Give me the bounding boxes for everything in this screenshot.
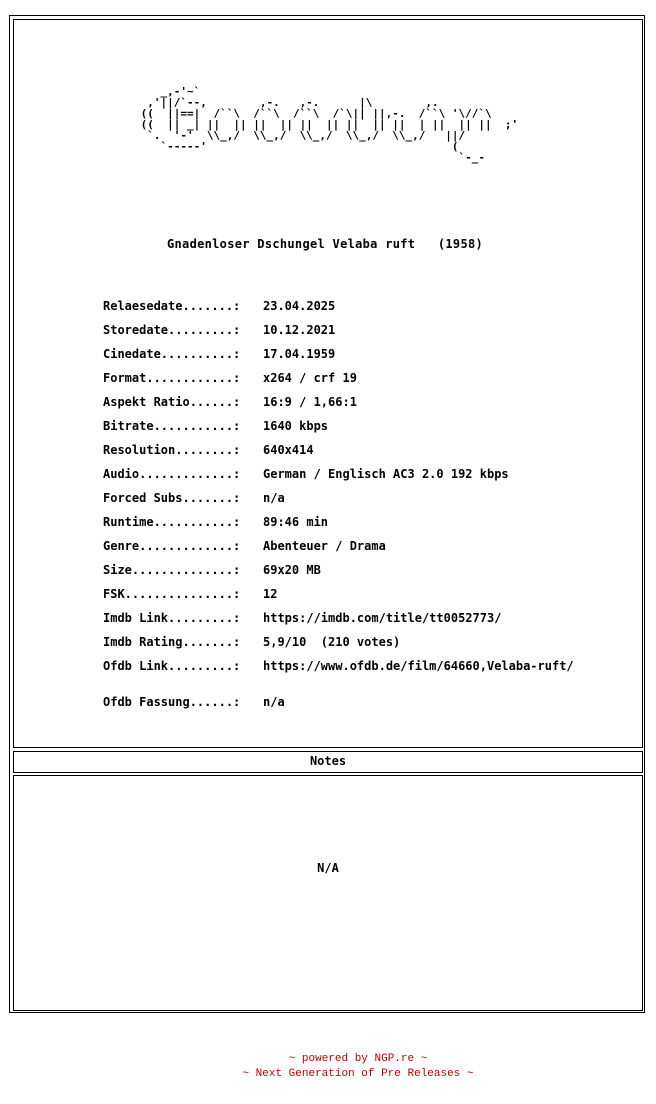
info-row [103, 321, 574, 345]
info-label: Ofdb Link.........: [103, 659, 241, 673]
info-row [103, 657, 574, 681]
info-label: Format............: [103, 371, 241, 385]
info-row [103, 345, 574, 369]
info-value: German / Englisch AC3 2.0 192 kbps [263, 467, 509, 481]
info-row [103, 441, 574, 465]
info-value: 89:46 min [263, 515, 329, 529]
info-value: 1640 kbps [263, 419, 329, 433]
info-value: Abenteuer / Drama [263, 539, 386, 553]
info-label: Runtime...........: [103, 515, 241, 529]
info-row [103, 561, 574, 585]
info-label: Size..............: [103, 563, 241, 577]
footer-tagline: ~ Next Generation of Pre Releases ~ [242, 1068, 474, 1080]
info-row [103, 513, 574, 537]
info-value: https://imdb.com/title/tt0052773/ [263, 611, 502, 625]
info-value: 17.04.1959 [263, 347, 336, 361]
release-title: Gnadenloser Dschungel Velaba ruft (1958) [167, 237, 484, 251]
info-label: Imdb Link.........: [103, 611, 241, 625]
info-value: n/a [263, 695, 285, 709]
info-row [103, 369, 574, 393]
info-value: 5,9/10 (210 votes) [263, 635, 401, 649]
info-value: 12 [263, 587, 278, 601]
info-row [103, 417, 574, 441]
info-row [103, 297, 574, 321]
info-label: FSK...............: [103, 587, 241, 601]
info-label: Aspekt Ratio......: [103, 395, 241, 409]
info-label: Resolution........: [103, 443, 241, 457]
footer [0, 1052, 656, 1082]
info-label: Ofdb Fassung......: [103, 695, 241, 709]
info-row [103, 465, 574, 489]
notes-title: Notes [309, 754, 347, 768]
info-label: Imdb Rating.......: [103, 635, 241, 649]
notes-panel [13, 775, 643, 1011]
info-row [103, 585, 574, 609]
info-label: Storedate.........: [103, 323, 241, 337]
info-value: 10.12.2021 [263, 323, 336, 337]
info-value: 23.04.2025 [263, 299, 336, 313]
info-label: Genre.............: [103, 539, 241, 553]
info-row [103, 393, 574, 417]
info-row [103, 489, 574, 513]
footer-powered-by: ~ powered by NGP.re ~ [288, 1053, 428, 1065]
info-value: 69x20 MB [263, 563, 321, 577]
notes-header [13, 751, 643, 773]
ascii-art-logo: _,-'~` ,'||/`--, ,-. ,-. |\ ,. (( ||==| /``\ /``\ /``\ /`\|| ||,-. /``\ '\//`\ (( || _| || || || || || || || || || | || || || ;' `. '-' \\_,/ \\_,/ \\_,/ \\_,/ \\_,/ ||/ `-----' ( `-_- [140, 85, 519, 164]
notes-body: N/A [317, 861, 339, 875]
info-value: 16:9 / 1,66:1 [263, 395, 357, 409]
info-label: Bitrate...........: [103, 419, 241, 433]
info-label: Relaesedate.......: [103, 299, 241, 313]
info-row [103, 537, 574, 561]
info-value: n/a [263, 491, 285, 505]
info-row [103, 633, 574, 657]
info-value: 640x414 [263, 443, 314, 457]
info-label: Cinedate..........: [103, 347, 241, 361]
info-row [103, 609, 574, 633]
info-value: x264 / crf 19 [263, 371, 357, 385]
info-label: Forced Subs.......: [103, 491, 241, 505]
info-row [103, 693, 574, 717]
info-label: Audio.............: [103, 467, 241, 481]
release-info-list [103, 297, 574, 717]
info-value: https://www.ofdb.de/film/64660,Velaba-ruft/ [263, 659, 574, 673]
